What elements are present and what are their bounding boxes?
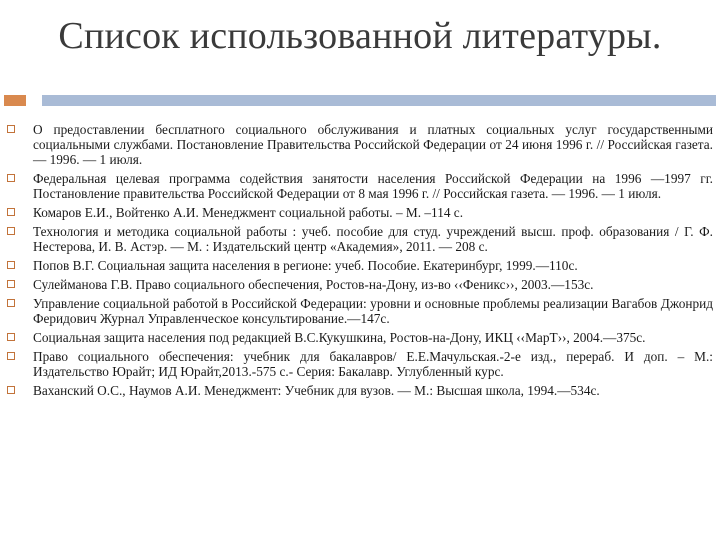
accent-bar-small bbox=[4, 95, 26, 106]
reference-item bbox=[0, 171, 720, 201]
reference-item bbox=[0, 383, 720, 398]
reference-text: Социальная защита населения под редакцией В.С.Кукушкина, Ростов-на-Дону, ИКЦ ‹‹МарТ››, 2004.—375с. bbox=[33, 330, 646, 345]
square-bullet-icon bbox=[7, 386, 15, 394]
reference-item bbox=[0, 296, 720, 326]
reference-item bbox=[0, 122, 720, 167]
reference-item bbox=[0, 224, 720, 254]
square-bullet-icon bbox=[7, 227, 15, 235]
square-bullet-icon bbox=[7, 208, 15, 216]
square-bullet-icon bbox=[7, 333, 15, 341]
reference-list bbox=[0, 122, 720, 402]
reference-item bbox=[0, 205, 720, 220]
square-bullet-icon bbox=[7, 125, 15, 133]
square-bullet-icon bbox=[7, 174, 15, 182]
reference-item bbox=[0, 330, 720, 345]
reference-item bbox=[0, 349, 720, 379]
reference-text: Управление социальной работой в Российской Федерации: уровни и основные проблемы реализации Вагабов Джонрид Феридович Журнал Управленческое консультирование.—147с. bbox=[33, 296, 713, 326]
square-bullet-icon bbox=[7, 280, 15, 288]
square-bullet-icon bbox=[7, 261, 15, 269]
reference-text: Право социального обеспечения: учебник для бакалавров/ Е.Е.Мачульская.-2-е изд., перераб. И доп. – М.: Издательство Юрайт; ИД Юрайт,2013.-575 с.- Серия: Бакалавр. Углубленный курс. bbox=[33, 349, 713, 379]
reference-text: Федеральная целевая программа содействия занятости населения Российской Федерации на 1996 —1997 гг. Постановление правительства Российской Федерации от 8 мая 1996 г. // Российская газета. — 1996. — 1 июля. bbox=[33, 171, 713, 201]
reference-text: Ваханский О.С., Наумов А.И. Менеджмент: Учебник для вузов. — М.: Высшая школа, 1994.—534с. bbox=[33, 383, 600, 398]
slide-title: Список использованной литературы. bbox=[58, 15, 662, 57]
reference-text: Сулейманова Г.В. Право социального обеспечения, Ростов-на-Дону, из-во ‹‹Феникс››, 2003.—153с. bbox=[33, 277, 594, 292]
reference-text: Попов В.Г. Социальная защита населения в регионе: учеб. Пособие. Екатеринбург, 1999.—110с. bbox=[33, 258, 578, 273]
reference-text: О предоставлении бесплатного социального обслуживания и платных социальных услуг государственными социальными службами. Постановление Правительства Российской Федерации от 24 июня 1996 г. // Российская газета. — 1996. — 1 июля. bbox=[33, 122, 713, 167]
square-bullet-icon bbox=[7, 299, 15, 307]
square-bullet-icon bbox=[7, 352, 15, 360]
reference-text: Технология и методика социальной работы : учеб. пособие для студ. учреждений высш. проф. образования / Г. Ф. Нестерова, И. В. Астэр. — М. : Издательский центр «Академия», 2011. — 208 с. bbox=[33, 224, 713, 254]
accent-bar-long bbox=[42, 95, 716, 106]
reference-text: Комаров Е.И., Войтенко А.И. Менеджмент социальной работы. – М. –114 с. bbox=[33, 205, 464, 220]
reference-item bbox=[0, 258, 720, 273]
reference-item bbox=[0, 277, 720, 292]
